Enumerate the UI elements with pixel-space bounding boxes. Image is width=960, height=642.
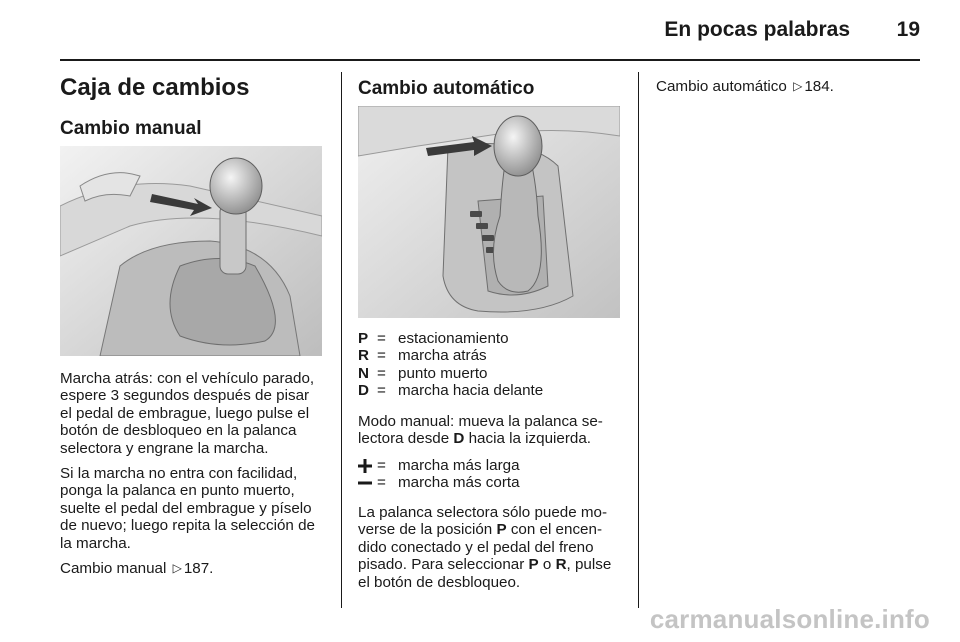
text-line: Si la marcha no entra con facilidad, (60, 465, 298, 482)
plus-icon (358, 457, 377, 474)
legend-text: marcha atrás (398, 347, 487, 365)
legend-text: punto muerto (398, 364, 488, 382)
symbol-row-upshift (358, 457, 520, 474)
text-line: el pedal de embrague, luego pulse el (60, 404, 310, 422)
manual-mode-symbols (358, 457, 520, 492)
right-triangle-icon: ▷ (793, 79, 803, 93)
text-line: dido conectado y el pedal del freno (358, 538, 594, 556)
column-divider-2 (638, 72, 639, 608)
legend-key: P (358, 330, 369, 347)
manual-gearshift-illustration (60, 146, 322, 356)
minus-icon (358, 474, 377, 491)
selector-lever-paragraph (358, 504, 633, 591)
selector-positions-legend (358, 330, 543, 400)
reverse-gear-paragraph (60, 370, 330, 457)
legend-text: marcha más larga (398, 457, 520, 474)
legend-text: marcha hacia delante (398, 382, 544, 400)
gear-key-d: D (453, 430, 465, 448)
text-fragment: lectora desde (358, 430, 454, 448)
text-fragment: , pulse (566, 556, 612, 574)
legend-text: marcha más corta (398, 474, 520, 492)
section-heading: Caja de cambios (60, 74, 250, 101)
legend-equals: = (377, 382, 386, 400)
text-line: Modo manual: mueva la palanca se- (358, 413, 603, 430)
legend-text: estacionamiento (398, 330, 509, 347)
right-triangle-icon: ▷ (172, 561, 182, 575)
reference-text: Cambio manual (60, 560, 167, 577)
text-line: ponga la palanca en punto muerto, (60, 482, 295, 500)
header-divider (60, 59, 920, 61)
text-fragment: pisado. Para seleccionar (358, 556, 529, 574)
text-line: Marcha atrás: con el vehículo parado, (60, 370, 315, 387)
gear-key-p: P (528, 556, 539, 574)
manual-mode-paragraph (358, 413, 628, 448)
text-line: selectora y engrane la marcha. (60, 439, 269, 457)
watermark: carmanualsonline.info (649, 604, 930, 634)
legend-equals: = (377, 330, 386, 347)
gear-key-r: R (555, 556, 567, 574)
text-fragment: o (538, 556, 556, 574)
symbol-row-downshift (358, 474, 520, 491)
text-line: La palanca selectora sólo puede mo- (358, 504, 608, 521)
running-header-title: En pocas palabras (664, 18, 850, 41)
legend-equals: = (377, 457, 386, 474)
gear-key-p: P (496, 521, 507, 539)
text-line: espere 3 segundos después de pisar (60, 387, 310, 405)
legend-row-reverse (358, 347, 543, 364)
page-number: 19 (896, 18, 920, 41)
text-line: el botón de desbloqueo. (358, 573, 521, 591)
text-fragment: verse de la posición (358, 521, 497, 539)
automatic-reference-link[interactable] (656, 78, 916, 95)
legend-key: N (358, 364, 369, 382)
legend-equals: = (377, 347, 386, 365)
gear-engagement-paragraph (60, 465, 330, 552)
text-line: de nuevo; luego repita la selección de (60, 517, 315, 535)
text-line: suelte el pedal del embrague y píselo (60, 499, 312, 517)
automatic-selector-illustration (358, 106, 620, 318)
legend-key: D (358, 382, 369, 400)
legend-key: R (358, 347, 369, 365)
text-line: la marcha. (60, 534, 131, 552)
text-fragment: con el encen- (506, 521, 602, 539)
reference-page: 187. (183, 560, 214, 577)
legend-row-park (358, 330, 543, 347)
column-divider-1 (341, 72, 342, 608)
automatic-transmission-heading: Cambio automático (358, 78, 535, 99)
manual-transmission-heading: Cambio manual (60, 118, 202, 139)
legend-equals: = (377, 474, 386, 492)
legend-row-neutral (358, 365, 543, 382)
legend-equals: = (377, 364, 386, 382)
text-fragment: hacia la izquierda. (464, 430, 592, 448)
text-line: botón de desbloqueo en la palanca (60, 422, 297, 440)
reference-page: 184. (804, 78, 834, 95)
manual-reference-link[interactable] (60, 560, 330, 577)
legend-row-drive (358, 382, 543, 399)
reference-text: Cambio automático (656, 78, 787, 95)
